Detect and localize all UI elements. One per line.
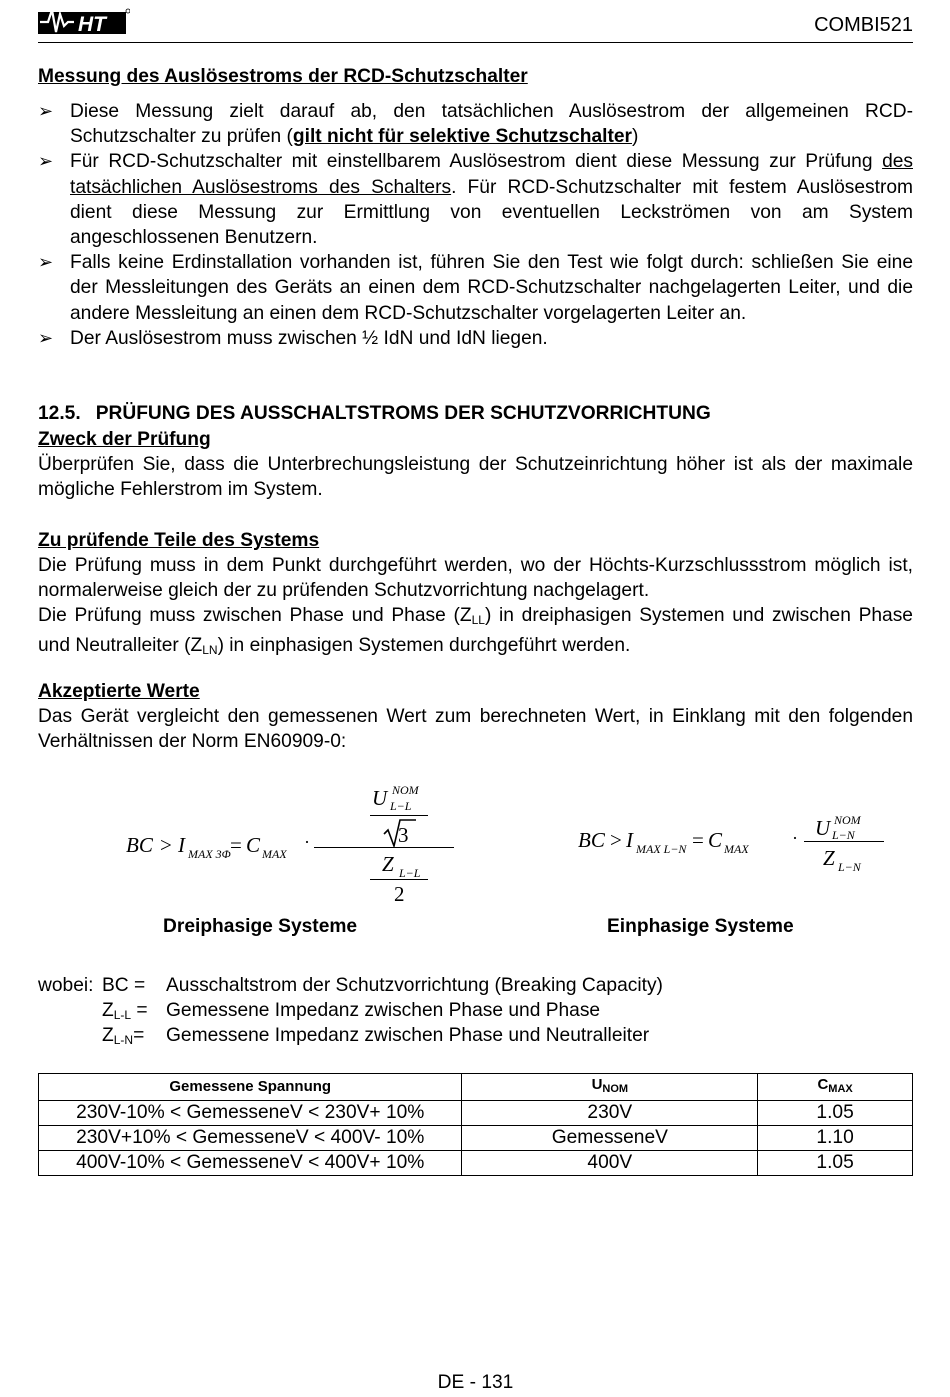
section-heading: 12.5. PRÜFUNG DES AUSSCHALTSTROMS DER SCHUTZVORRICHTUNG <box>38 403 711 424</box>
definition-row: BC = Ausschaltstrom der Schutzvorrichtung (Breaking Capacity) <box>102 975 663 996</box>
three-phase-caption: Dreiphasige Systeme <box>163 916 358 937</box>
accepted-values-title: Akzeptierte Werte <box>38 681 200 702</box>
cmax-table <box>38 1073 913 1176</box>
table-row: 400V-10% < GemesseneV < 400V+ 10% 400V 1.05 <box>39 1151 913 1176</box>
purpose-text: Überprüfen Sie, dass die Unterbrechungsleistung der Schutzeinrichtung höher ist als der maximale mögliche Fehlerstrom im System. <box>38 454 913 501</box>
page-number: DE - 131 <box>437 1372 514 1393</box>
definition-row: $Z_{L-L}$ = Gemessene Impedanz zwischen Phase und Phase <box>102 1000 601 1022</box>
definition-row: $Z_{L-N}=$ Gemessene Impedanz zwischen Phase und Neutralleiter <box>102 1025 650 1047</box>
list-item: ➢ Für RCD-Schutzschalter mit einstellbarem Auslösestrom dient diese Messung zur Prüfung des tatsächlichen Auslösestroms des Schalters. Für RCD-Schutzschalter mit festem Auslösestrom dient diese Messung zur Ermittlung von eventuellen Leckströmen von am System angeschlossenen Benutzern. <box>38 151 914 249</box>
svg-text:HT: HT <box>78 13 106 36</box>
list-item: ➢ Falls keine Erdinstallation vorhanden ist, führen Sie den Test wie folgt durch: schließen Sie eine der Messleitungen des Geräts an einen dem RCD-Schutzschalter nachgelagerten Leiter, und die andere Messleitung an einen dem RCD-Schutzschalter vorgelagerten Leiter an. <box>38 252 913 324</box>
header-unom: $U_{NOM}$ <box>462 1074 758 1101</box>
arrow-bullet-icon: ➢ <box>38 327 54 348</box>
definitions-prefix: wobei: <box>38 975 94 996</box>
parts-text-1: Die Prüfung muss in dem Punkt durchgeführt werden, wo der Höchts-Kurzschlussstrom möglich ist, normalerweise gleich der zu prüfenden Schutzvorrichtung nachgelagert. <box>38 555 913 602</box>
single-phase-formula: BC > I MAX L−N = C MAX · U NOM L−N Z L−N <box>578 808 898 878</box>
table-header-row <box>39 1074 913 1101</box>
rcd-section-title: Messung des Auslösestroms der RCD-Schutzschalter <box>38 66 528 87</box>
parts-title: Zu prüfende Teile des Systems <box>38 530 320 551</box>
arrow-bullet-icon: ➢ <box>38 101 54 121</box>
three-phase-formula: BC > I MAX 3Φ = C MAX · U NOM L−L 3 Z L−L 2 <box>126 780 456 910</box>
table-row: 230V+10% < GemesseneV < 400V- 10% GemesseneV 1.10 <box>39 1126 913 1151</box>
list-item: ➢ Diese Messung zielt darauf ab, den tatsächlichen Auslösestrom der allgemeinen RCD-Schutzschalter zu prüfen (gilt nicht für selektive Schutzschalter) <box>38 101 913 148</box>
purpose-title: Zweck der Prüfung <box>38 429 211 450</box>
ht-logo <box>38 6 130 36</box>
list-item: ➢ Der Auslösestrom muss zwischen ½ IdN und IdN liegen. <box>38 326 913 351</box>
arrow-bullet-icon: ➢ <box>38 252 54 273</box>
header-measured-voltage: Gemessene Spannung <box>39 1074 462 1101</box>
parts-text-2: Die Prüfung muss zwischen Phase und Phase $(Z_{LL})$ in dreiphasigen Systemen und zwischen Phase und Neutralleiter $(Z_{LN})$ in einphasigen Systemen durchgeführt werden. <box>38 605 913 658</box>
header-cmax: $C_{MAX}$ <box>758 1074 913 1101</box>
page-header <box>38 2 913 43</box>
rcd-bullet-list <box>38 99 913 351</box>
model-name: COMBI521 <box>814 14 913 36</box>
single-phase-caption: Einphasige Systeme <box>607 916 794 937</box>
accepted-values-text: Das Gerät vergleicht den gemessenen Wert zum berechneten Wert, in Einklang mit den folgenden Verhältnissen der Norm EN60909-0: <box>38 706 913 753</box>
table-row: 230V-10% < GemesseneV < 230V+ 10% 230V 1.05 <box>39 1101 913 1126</box>
arrow-bullet-icon: ➢ <box>38 151 54 172</box>
